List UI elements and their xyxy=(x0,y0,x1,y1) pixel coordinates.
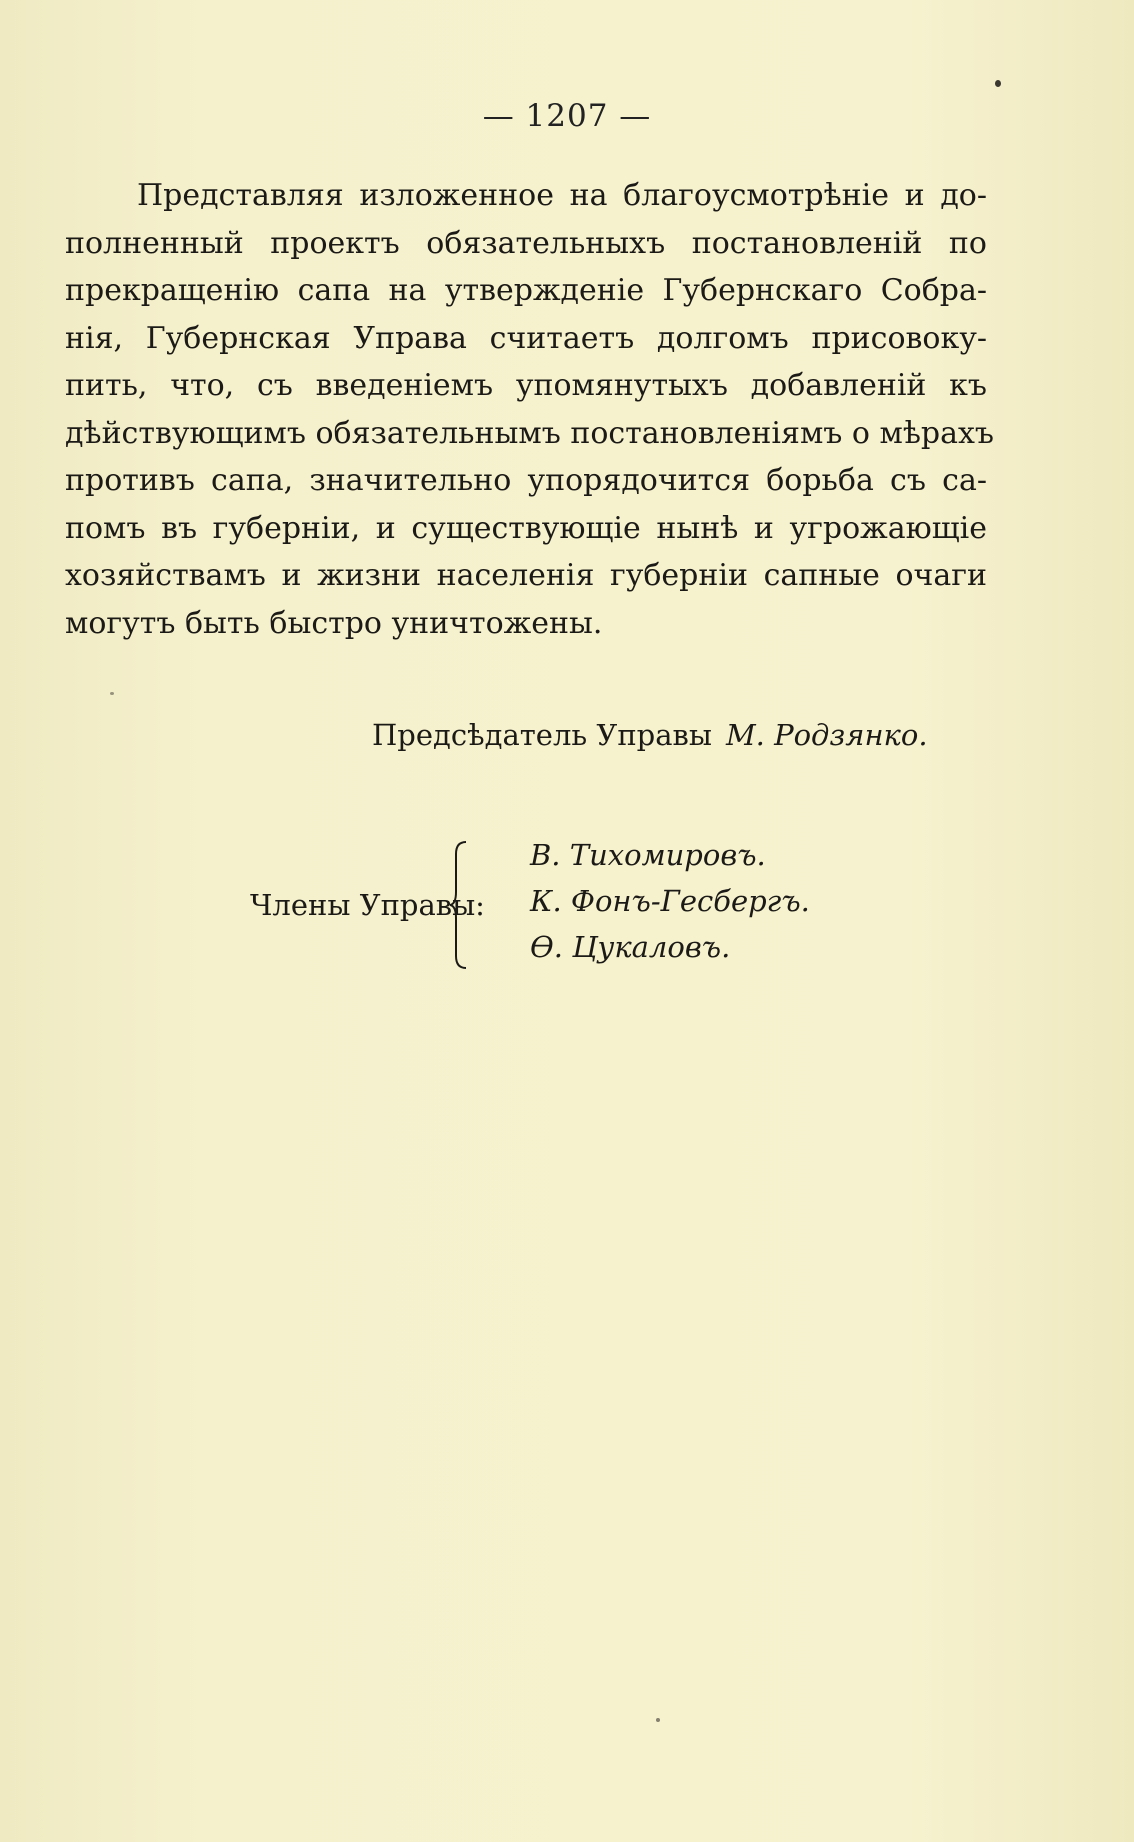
ink-speck xyxy=(110,692,114,695)
member-name: В. Тихомировъ. xyxy=(530,838,766,872)
ink-speck xyxy=(656,1718,660,1722)
curly-brace-icon xyxy=(450,840,470,970)
chairman-signature xyxy=(372,718,928,752)
body-line: дѣйствующимъ обязательнымъ постановленіямъ о мѣрахъ xyxy=(65,415,995,451)
body-line: помъ въ губерніи, и существующіе нынѣ и угрожающіе xyxy=(65,510,987,546)
body-paragraph xyxy=(65,172,995,647)
body-line: пить, что, съ введеніемъ упомянутыхъ добавленій къ xyxy=(65,368,987,403)
member-name: К. Фонъ-Гесбергъ. xyxy=(530,884,810,918)
board-members-block xyxy=(250,838,850,968)
body-line: противъ сапа, значительно упорядочится борьба съ са- xyxy=(65,463,987,498)
body-line: прекращенію сапа на утвержденіе Губернскаго Собра- xyxy=(65,273,987,308)
body-line: хозяйствамъ и жизни населенія губерніи сапные очаги xyxy=(65,558,987,593)
body-line: могутъ быть быстро уничтожены. xyxy=(65,605,603,641)
ink-speck xyxy=(995,80,1001,87)
page-number: — 1207 — xyxy=(482,98,652,134)
body-line: полненный проектъ обязательныхъ постановленій по xyxy=(65,225,987,261)
chairman-title: Предсѣдатель Управы xyxy=(372,718,712,752)
member-name: Ѳ. Цукаловъ. xyxy=(530,930,731,964)
body-line: нія, Губернская Управа считаетъ долгомъ присовоку- xyxy=(65,320,987,356)
members-label: Члены Управы: xyxy=(250,888,485,922)
chairman-name: М. Родзянко. xyxy=(725,718,928,752)
body-line: Представляя изложенное на благоусмотрѣніе и до- xyxy=(137,178,987,213)
